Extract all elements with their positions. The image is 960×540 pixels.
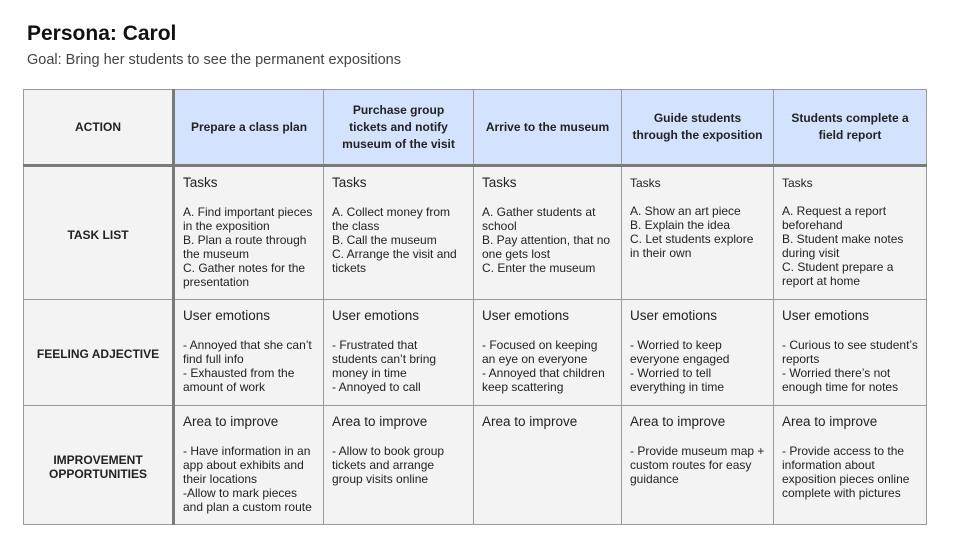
table-cell xyxy=(474,300,622,406)
cell-body: - Frustrated that students can’t bring money in time - Annoyed to call xyxy=(332,338,437,394)
table-cell xyxy=(474,166,622,300)
cell-heading: Tasks xyxy=(332,175,367,190)
table-cell xyxy=(174,406,324,525)
cell-heading: Tasks xyxy=(183,175,218,190)
cell-body: - Have information in an app about exhibits and their locations -Allow to mark pieces and plan a custom route xyxy=(183,444,312,514)
table-cell xyxy=(324,300,474,406)
page-title: Persona: Carol xyxy=(27,22,177,45)
cell-heading: User emotions xyxy=(183,308,271,323)
header-row xyxy=(24,90,927,166)
cell-body: - Allow to book group tickets and arrange group visits online xyxy=(332,444,445,486)
cell-body: - Focused on keeping an eye on everyone - Annoyed that children keep scattering xyxy=(482,338,605,394)
cell-heading: Area to improve xyxy=(332,414,428,429)
table-cell xyxy=(174,166,324,300)
table-row-feeling-adjective xyxy=(24,300,927,406)
cell-body: - Provide access to the information about exposition pieces online complete with pictures xyxy=(782,444,910,500)
row-label: IMPROVEMENT OPPORTUNITIES xyxy=(24,406,174,525)
column-header: Guide students through the exposition xyxy=(622,90,774,166)
row-label: FEELING ADJECTIVE xyxy=(24,300,174,406)
cell-body: A. Find important pieces in the exposition B. Plan a route through the museum C. Gather notes for the presentation xyxy=(183,205,313,289)
goal-subtitle: Goal: Bring her students to see the permanent expositions xyxy=(27,52,401,68)
corner-action-label: ACTION xyxy=(24,90,174,166)
cell-heading: User emotions xyxy=(782,308,870,323)
row-label: TASK LIST xyxy=(24,166,174,300)
table-cell xyxy=(174,300,324,406)
table-cell xyxy=(324,166,474,300)
journey-map-table xyxy=(23,89,927,525)
cell-heading: Tasks xyxy=(782,176,813,190)
cell-heading: Tasks xyxy=(482,175,517,190)
table-cell xyxy=(324,406,474,525)
table-cell xyxy=(622,406,774,525)
cell-body: - Curious to see student’s reports - Worried there’s not enough time for notes xyxy=(782,338,918,394)
table-cell xyxy=(622,166,774,300)
cell-heading: User emotions xyxy=(630,308,718,323)
cell-body: A. Request a report beforehand B. Student make notes during visit C. Student prepare a report at home xyxy=(782,204,904,288)
cell-heading: Tasks xyxy=(630,176,661,190)
table-row-task-list xyxy=(24,166,927,300)
table-cell xyxy=(474,406,622,525)
cell-body: - Annoyed that she can’t find full info - Exhausted from the amount of work xyxy=(183,338,312,394)
cell-body: A. Gather students at school B. Pay attention, that no one gets lost C. Enter the museum xyxy=(482,205,611,275)
table-cell xyxy=(774,166,927,300)
cell-heading: User emotions xyxy=(332,308,420,323)
table-row-improvement-opportunities xyxy=(24,406,927,525)
column-header: Students complete a field report xyxy=(774,90,927,166)
cell-heading: User emotions xyxy=(482,308,570,323)
cell-body: - Provide museum map + custom routes for easy guidance xyxy=(630,444,765,486)
column-header: Arrive to the museum xyxy=(474,90,622,166)
column-header: Prepare a class plan xyxy=(174,90,324,166)
cell-heading: Area to improve xyxy=(183,414,279,429)
table-cell xyxy=(774,406,927,525)
cell-body: A. Collect money from the class B. Call the museum C. Arrange the visit and tickets xyxy=(332,205,457,275)
column-header: Purchase group tickets and notify museum of the visit xyxy=(324,90,474,166)
table-cell xyxy=(622,300,774,406)
cell-heading: Area to improve xyxy=(630,414,726,429)
cell-heading: Area to improve xyxy=(482,414,578,429)
cell-body: - Worried to keep everyone engaged - Worried to tell everything in time xyxy=(630,338,730,394)
table-cell xyxy=(774,300,927,406)
cell-heading: Area to improve xyxy=(782,414,878,429)
cell-body: A. Show an art piece B. Explain the idea C. Let students explore in their own xyxy=(630,204,754,260)
